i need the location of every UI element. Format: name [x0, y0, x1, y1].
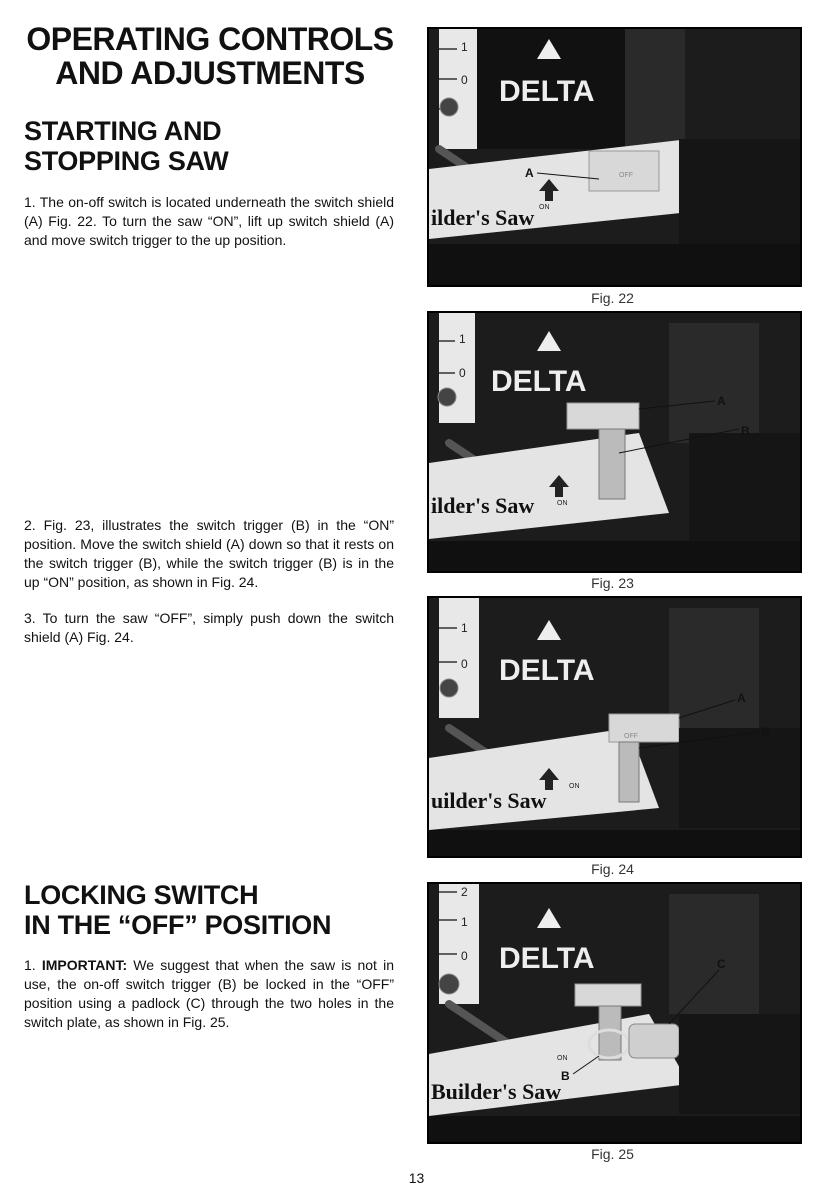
- scale-number: 0: [459, 366, 466, 380]
- scale-number: 0: [461, 949, 468, 963]
- page-title-line-1: OPERATING CONTROLS: [26, 21, 394, 57]
- locking-text: We suggest that when the saw is not in use, the on-off switch trigger (B) be locked in the “OFF” position using a padlock (C) through the two holes in the switch plate, as shown in Fig. 25.: [24, 957, 394, 1030]
- callout-a: A: [525, 166, 534, 180]
- page-title: [20, 22, 400, 90]
- scale-number: 0: [461, 73, 468, 87]
- switch-label-on: ON: [569, 783, 580, 790]
- figure-23-caption: Fig. 23: [591, 575, 634, 591]
- figure-22-caption: Fig. 22: [591, 290, 634, 306]
- brand-logo-text: DELTA: [491, 365, 587, 398]
- callout-b: B: [741, 424, 750, 438]
- scale-number: 1: [461, 915, 468, 929]
- paragraph-step-2: 2. Fig. 23, illustrates the switch trigger (B) in the “ON” position. Move the switch shield (A) down so that it rests on the switch trigger (B), while the switch trigger (B) is in the up “ON” position, as shown in Fig. 24.: [24, 517, 394, 590]
- scale-number: 1: [461, 621, 468, 635]
- callout-b: B: [761, 725, 770, 739]
- callout-a: A: [737, 691, 746, 705]
- section-heading-locking: [24, 880, 331, 940]
- section-heading-starting: [24, 116, 228, 176]
- plate-text: ilder's Saw: [431, 493, 535, 518]
- scale-number: 2: [461, 885, 468, 899]
- section-heading-line: STARTING AND: [24, 116, 222, 146]
- plate-text: Builder's Saw: [431, 1079, 562, 1104]
- padlock-icon: [629, 1024, 679, 1058]
- section-heading-line: LOCKING SWITCH: [24, 880, 259, 910]
- figure-25-photo: [427, 882, 802, 1144]
- paragraph-step-1: 1. The on-off switch is located underneath the switch shield (A) Fig. 22. To turn the saw “ON”, lift up switch shield (A) and move switch trigger to the up position.: [24, 194, 394, 248]
- page-number: 13: [408, 1170, 425, 1186]
- figure-25-caption: Fig. 25: [591, 1146, 634, 1162]
- scale-number: 0: [461, 657, 468, 671]
- plate-text: uilder's Saw: [431, 788, 547, 813]
- paragraph-step-3: 3. To turn the saw “OFF”, simply push down the switch shield (A) Fig. 24.: [24, 610, 394, 645]
- important-label: IMPORTANT:: [41, 957, 128, 973]
- callout-a: A: [717, 394, 726, 408]
- figure-22-photo: [427, 27, 802, 287]
- brand-logo-text: DELTA: [499, 942, 595, 975]
- plate-text: ilder's Saw: [431, 205, 535, 230]
- page-title-line-2: AND ADJUSTMENTS: [55, 55, 365, 91]
- scale-number: 1: [461, 40, 468, 54]
- paragraph-locking-step-1: [24, 956, 394, 1032]
- switch-label-on: ON: [557, 1055, 568, 1062]
- switch-label-on: ON: [557, 500, 568, 507]
- scale-number: 1: [459, 332, 466, 346]
- step-number: 1.: [24, 957, 42, 973]
- switch-label-on: ON: [539, 204, 550, 211]
- figure-23-photo: [427, 311, 802, 573]
- switch-label-off: OFF: [619, 172, 633, 179]
- section-heading-line: IN THE “OFF” POSITION: [24, 910, 332, 940]
- section-heading-line: STOPPING SAW: [24, 146, 229, 176]
- figure-24-photo: [427, 596, 802, 858]
- callout-c: C: [717, 957, 726, 971]
- switch-label-off: OFF: [624, 733, 638, 740]
- brand-logo-text: DELTA: [499, 654, 595, 687]
- figure-24-caption: Fig. 24: [591, 861, 634, 877]
- brand-logo-text: DELTA: [499, 75, 595, 108]
- callout-b: B: [561, 1069, 570, 1083]
